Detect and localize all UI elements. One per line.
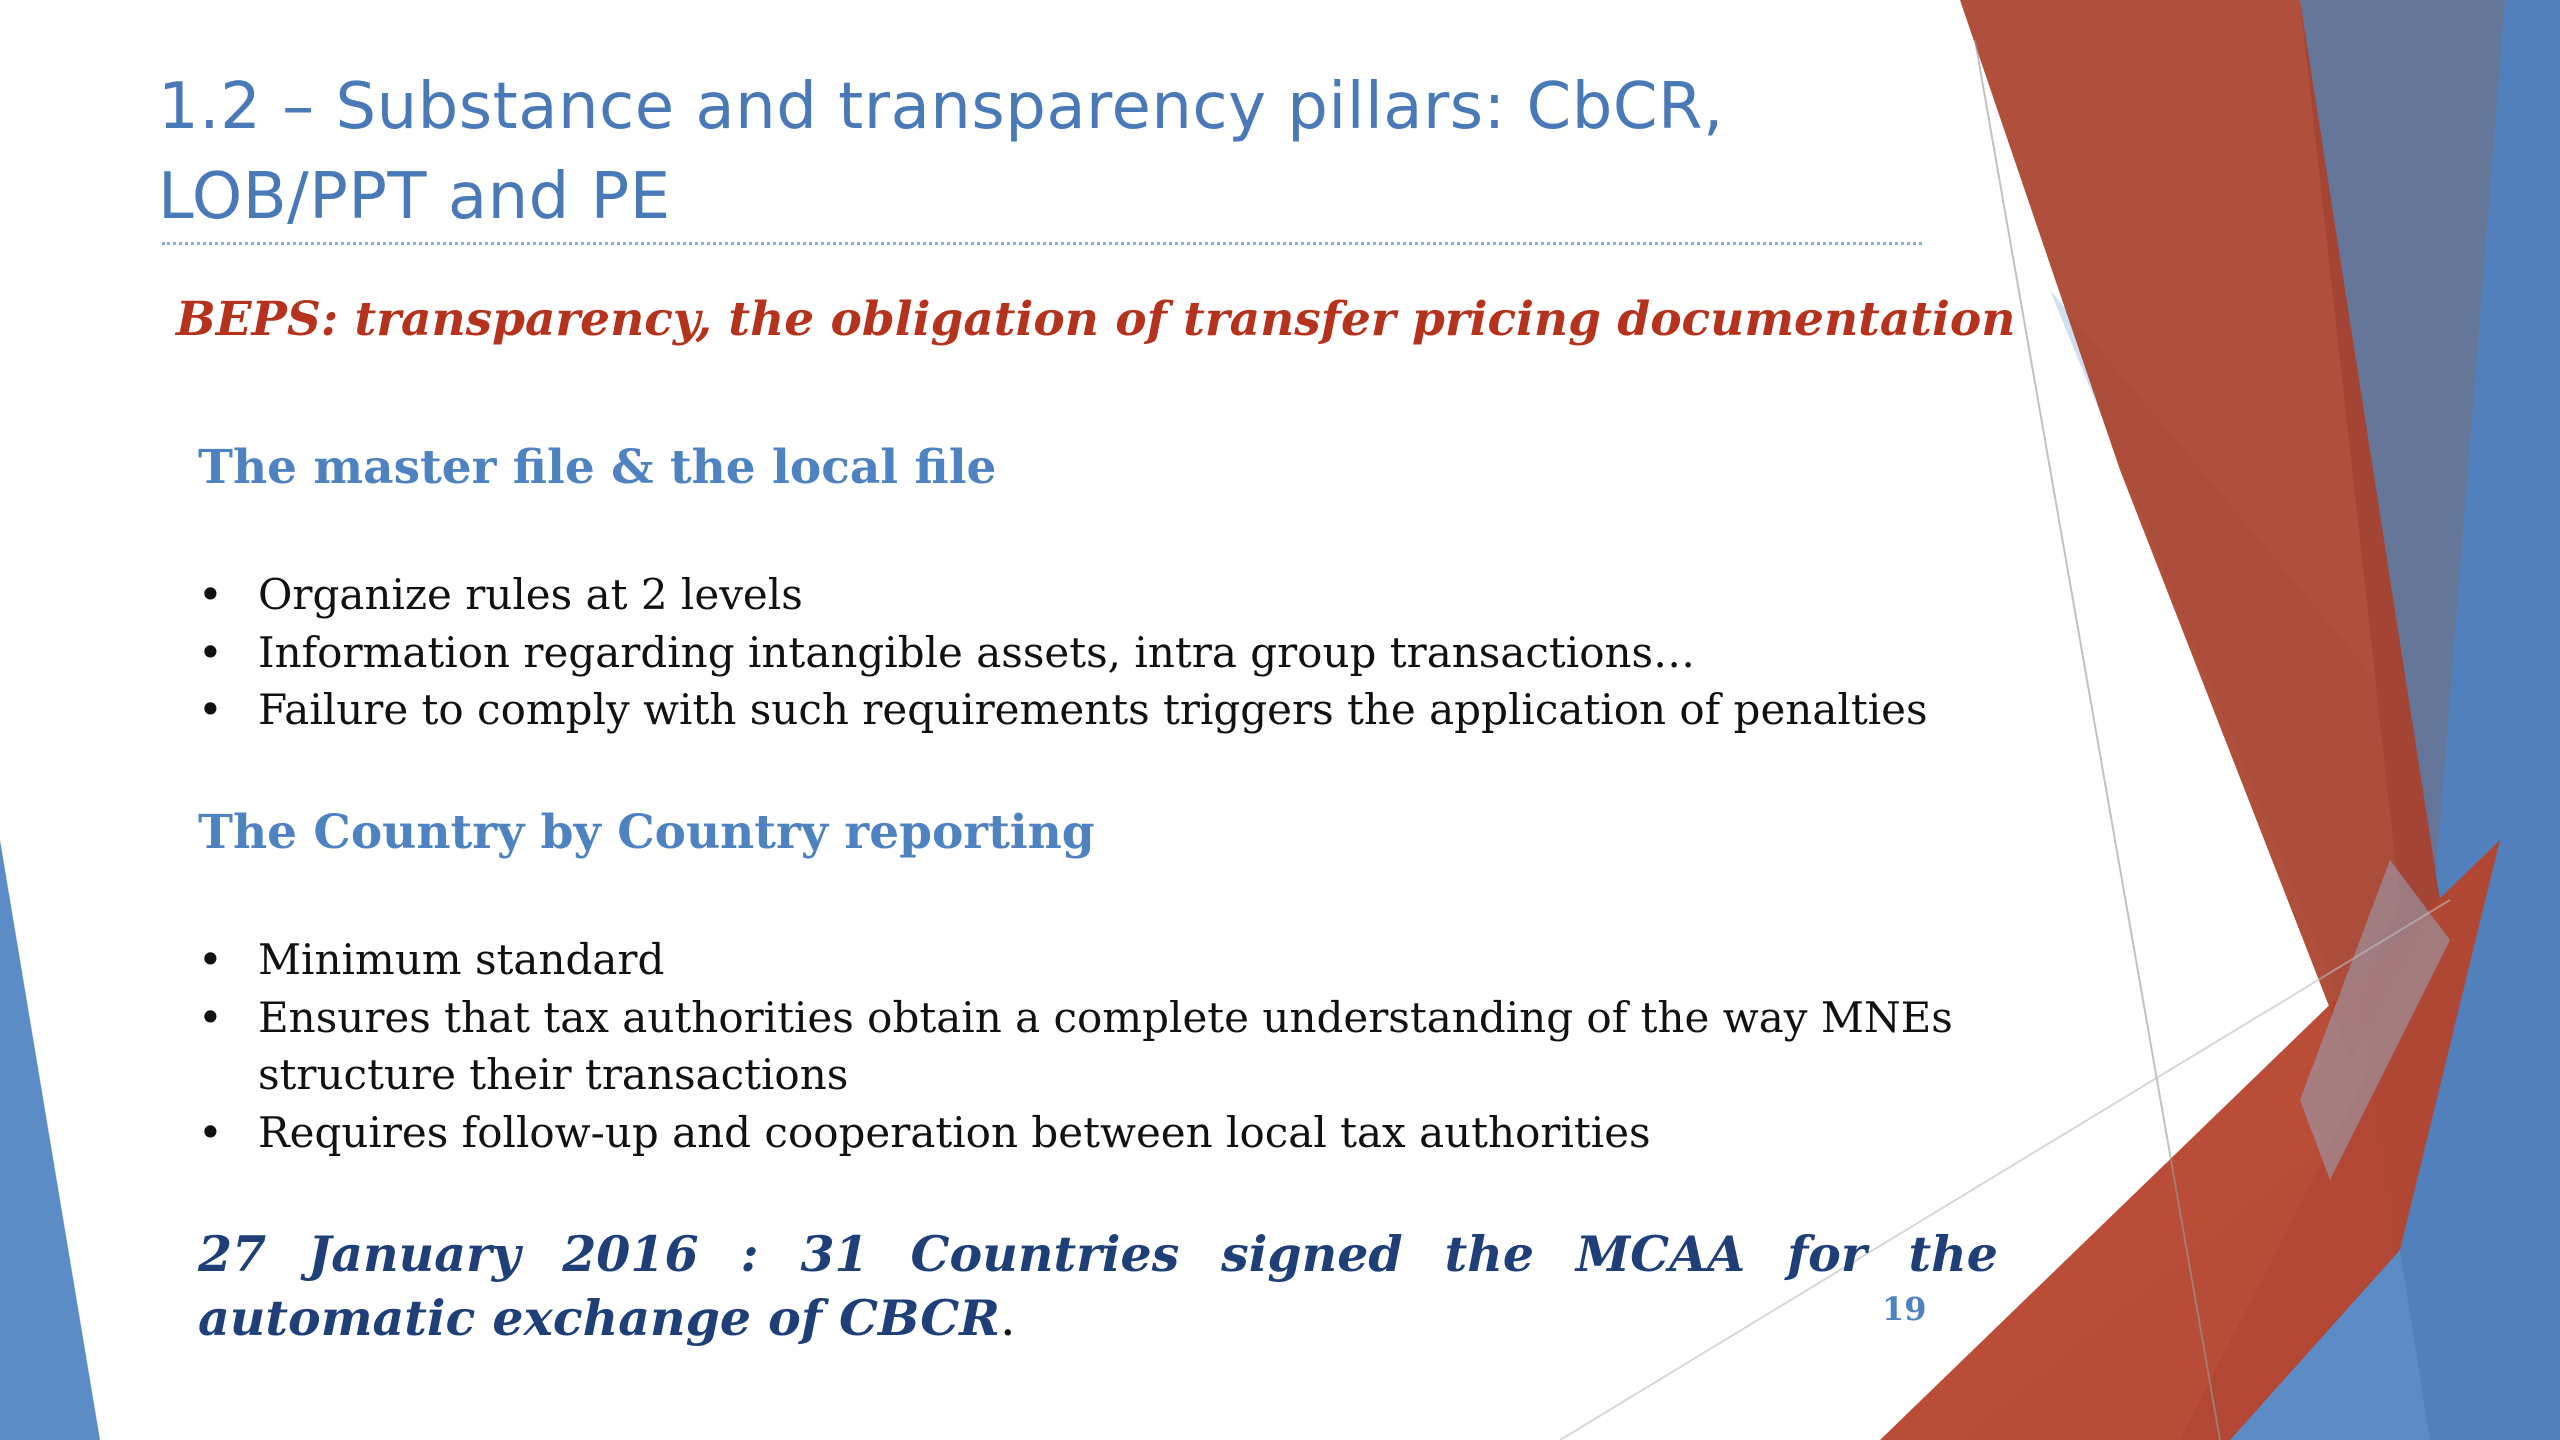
bullet-item: • Ensures that tax authorities obtain a complete understanding of the way MNEs structure their transactions bbox=[198, 989, 2018, 1104]
mcaa-footnote-text: 27 January 2016 : 31 Countries signed the MCAA for the automatic exchange of CBCR bbox=[198, 1225, 1998, 1347]
bullet-list-cbcr bbox=[198, 931, 2018, 1161]
bullet-list-master-file bbox=[198, 566, 2018, 739]
bullet-item: • Requires follow-up and cooperation between local tax authorities bbox=[198, 1104, 2018, 1162]
bullet-item: • Information regarding intangible assets, intra group transactions… bbox=[198, 624, 2018, 682]
title-dotted-divider bbox=[162, 242, 1922, 245]
slide-subtitle: BEPS: transparency, the obligation of transfer pricing documentation bbox=[176, 292, 2016, 347]
bullet-item: • Failure to comply with such requirements triggers the application of penalties bbox=[198, 681, 2018, 739]
page-number: 19 bbox=[1882, 1290, 1927, 1328]
bullet-item: • Organize rules at 2 levels bbox=[198, 566, 2018, 624]
section-heading-cbcr: The Country by Country reporting bbox=[198, 805, 1095, 860]
left-blue-triangle bbox=[0, 840, 100, 1440]
slide-title: 1.2 – Substance and transparency pillars: CbCR, LOB/PPT and PE bbox=[158, 70, 1724, 234]
mcaa-footnote-period: . bbox=[1000, 1290, 1016, 1347]
bullet-item: • Minimum standard bbox=[198, 931, 2018, 989]
section-heading-master-file: The master file & the local file bbox=[198, 440, 997, 495]
mcaa-footnote bbox=[198, 1222, 1998, 1351]
